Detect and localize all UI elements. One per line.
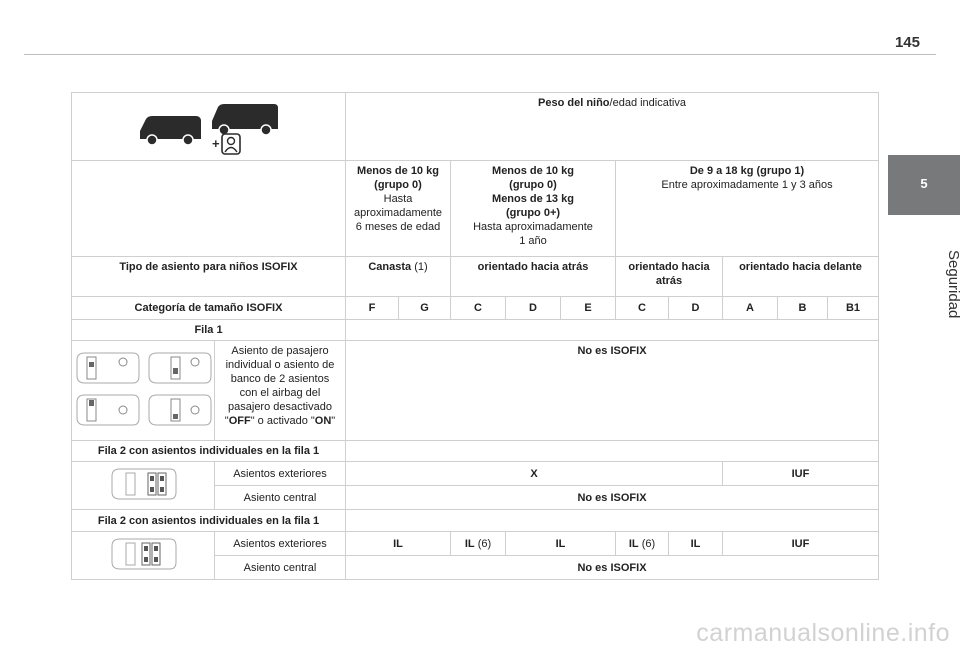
row2b-center-label: Asiento central [215, 556, 346, 580]
empty-cell [346, 441, 879, 462]
car-seat-diagram-icon [73, 350, 141, 386]
seat-type-rear-facing: orientado hacia atrás [451, 257, 616, 297]
row2b-il-cell: IL (6) [451, 532, 506, 556]
empty-cell [72, 161, 346, 257]
vehicle-illustration [72, 93, 346, 161]
van-icon [134, 101, 284, 157]
row2a-center-label: Asiento central [215, 486, 346, 510]
row2b-title: Fila 2 con asientos individuales en la fila 1 [72, 510, 346, 532]
page-number: 145 [894, 34, 920, 51]
size-class-cell: F [346, 297, 399, 320]
row2a-outer-x: X [346, 462, 723, 486]
size-class-cell: B1 [828, 297, 879, 320]
car-seat-diagram-icon [145, 392, 213, 428]
empty-cell [346, 510, 879, 532]
group-0-cell: Menos de 10 kg (grupo 0) Hasta aproximadamente 6 meses de edad [346, 161, 451, 257]
car-seat-diagram-icon [145, 350, 213, 386]
chapter-number: 5 [920, 176, 928, 191]
size-class-cell: D [669, 297, 723, 320]
watermark: carmanualsonline.info [696, 619, 950, 647]
seat-type-rear-facing-2: orientado hacia atrás [616, 257, 723, 297]
group-1-cell: De 9 a 18 kg (grupo 1) Entre aproximadamente 1 y 3 años [616, 161, 879, 257]
car-seat-diagram-icon [73, 392, 141, 428]
row1-seat-description: Asiento de pasajero individual o asiento de banco de 2 asientos con el airbag del pasajero desactivado "OFF" o activado "ON" [215, 341, 346, 441]
row2b-seat-diagram [72, 532, 215, 580]
car-rear-seats-icon [108, 537, 178, 571]
car-rear-seats-icon [108, 467, 178, 501]
row2a-seat-diagram [72, 462, 215, 510]
size-class-cell: C [616, 297, 669, 320]
row1-value: No es ISOFIX [346, 341, 879, 441]
row2b-il-cell: IL [669, 532, 723, 556]
seat-type-forward-facing: orientado hacia delante [723, 257, 879, 297]
row1-seat-diagrams [72, 341, 215, 441]
size-class-cell: G [399, 297, 451, 320]
size-class-cell: A [723, 297, 778, 320]
size-class-cell: E [561, 297, 616, 320]
chapter-title: Seguridad [945, 250, 962, 319]
row2a-center-value: No es ISOFIX [346, 486, 879, 510]
row2a-outer-iuf: IUF [723, 462, 879, 486]
row2b-il-cell: IL [346, 532, 451, 556]
isofix-table [71, 92, 879, 580]
size-class-cell: C [451, 297, 506, 320]
row2a-outer-label: Asientos exteriores [215, 462, 346, 486]
seat-type-canasta: Canasta (1) [346, 257, 451, 297]
svg-text:+: + [211, 135, 220, 151]
empty-cell [346, 320, 879, 341]
row2b-iuf-cell: IUF [723, 532, 879, 556]
row2b-center-value: No es ISOFIX [346, 556, 879, 580]
row2b-outer-label: Asientos exteriores [215, 532, 346, 556]
size-category-label: Categoría de tamaño ISOFIX [72, 297, 346, 320]
row2b-il-cell: IL (6) [616, 532, 669, 556]
row1-title: Fila 1 [72, 320, 346, 341]
weight-header: Peso del niño/edad indicativa [346, 93, 879, 161]
header-divider [24, 54, 936, 55]
size-class-cell: B [778, 297, 828, 320]
row2a-title: Fila 2 con asientos individuales en la fila 1 [72, 441, 346, 462]
row2b-il-cell: IL [506, 532, 616, 556]
seat-type-label: Tipo de asiento para niños ISOFIX [72, 257, 346, 297]
size-class-cell: D [506, 297, 561, 320]
group-0plus-cell: Menos de 10 kg (grupo 0) Menos de 13 kg (grupo 0+) Hasta aproximadamente 1 año [451, 161, 616, 257]
